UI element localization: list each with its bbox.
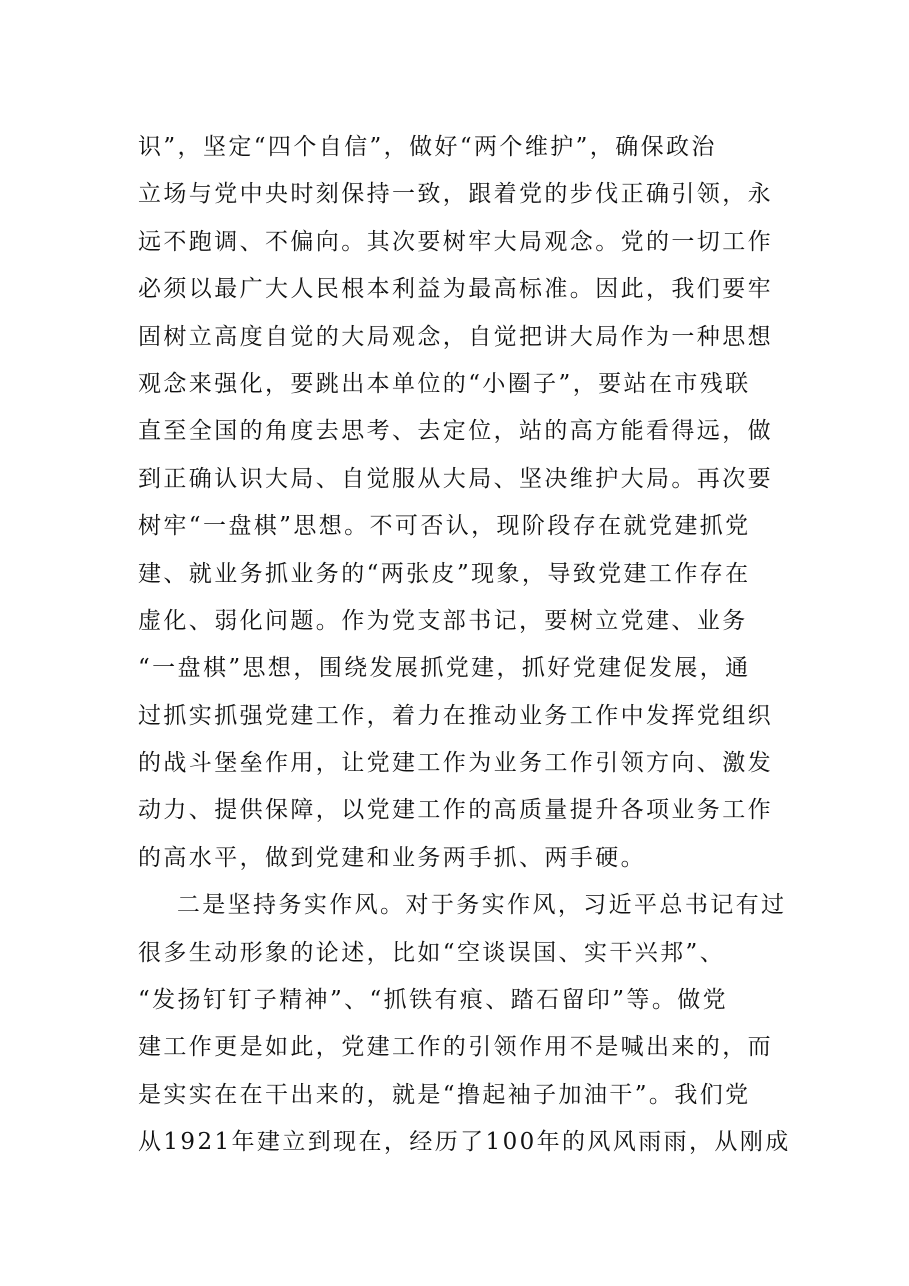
text-line: 到正确认识大局、自觉服从大局、坚决维护大局。再次要: [138, 465, 773, 492]
text-line: 树牢“一盘棋”思想。不可否认，现阶段存在就党建抓党: [138, 513, 751, 540]
text-line: 必须以最广大人民根本利益为最高标准。因此，我们要牢: [138, 276, 773, 303]
text-line: 直至全国的角度去思考、去定位，站的高方能看得远，做: [138, 418, 773, 445]
text-line: 很多生动形象的论述，比如“空谈误国、实干兴邦”、: [138, 939, 726, 966]
text-line: 远不跑调、不偏向。其次要树牢大局观念。党的一切工作: [138, 228, 773, 255]
text-line: 二是坚持务实作风。对于务实作风，习近平总书记有过: [138, 892, 787, 919]
text-line: 是实实在在干出来的，就是“撸起袖子加油干”。我们党: [138, 1081, 751, 1108]
text-line: 动力、提供保障，以党建工作的高质量提升各项业务工作: [138, 797, 773, 824]
text-line: 虚化、弱化问题。作为党支部书记，要树立党建、业务: [138, 607, 748, 634]
text-line: 过抓实抓强党建工作，着力在推动业务工作中发挥党组织: [138, 702, 773, 729]
text-line: 的高水平，做到党建和业务两手抓、两手硬。: [138, 844, 646, 871]
text-line: 建工作更是如此，党建工作的引领作用不是喊出来的，而: [138, 1034, 773, 1061]
text-line: 建、就业务抓业务的“两张皮”现象，导致党建工作存在: [138, 560, 751, 587]
text-line: 的战斗堡垒作用，让党建工作为业务工作引领方向、激发: [138, 750, 773, 777]
text-line: 立场与党中央时刻保持一致，跟着党的步伐正确引领，永: [138, 181, 773, 208]
text-line: 固树立高度自觉的大局观念，自觉把讲大局作为一种思想: [138, 323, 773, 350]
body-text: [138, 124, 791, 1167]
text-line: “一盘棋”思想，围绕发展抓党建，抓好党建促发展，通: [138, 655, 751, 682]
text-line: “发扬钉钉子精神”、“抓铁有痕、踏石留印”等。做党: [138, 987, 729, 1014]
text-line: 从1921年建立到现在，经历了100年的风风雨雨，从刚成: [138, 1129, 791, 1156]
text-line: 观念来强化，要跳出本单位的“小圈子”，要站在市残联: [138, 370, 751, 397]
text-line: 识”，坚定“四个自信”，做好“两个维护”，确保政治: [138, 134, 717, 160]
